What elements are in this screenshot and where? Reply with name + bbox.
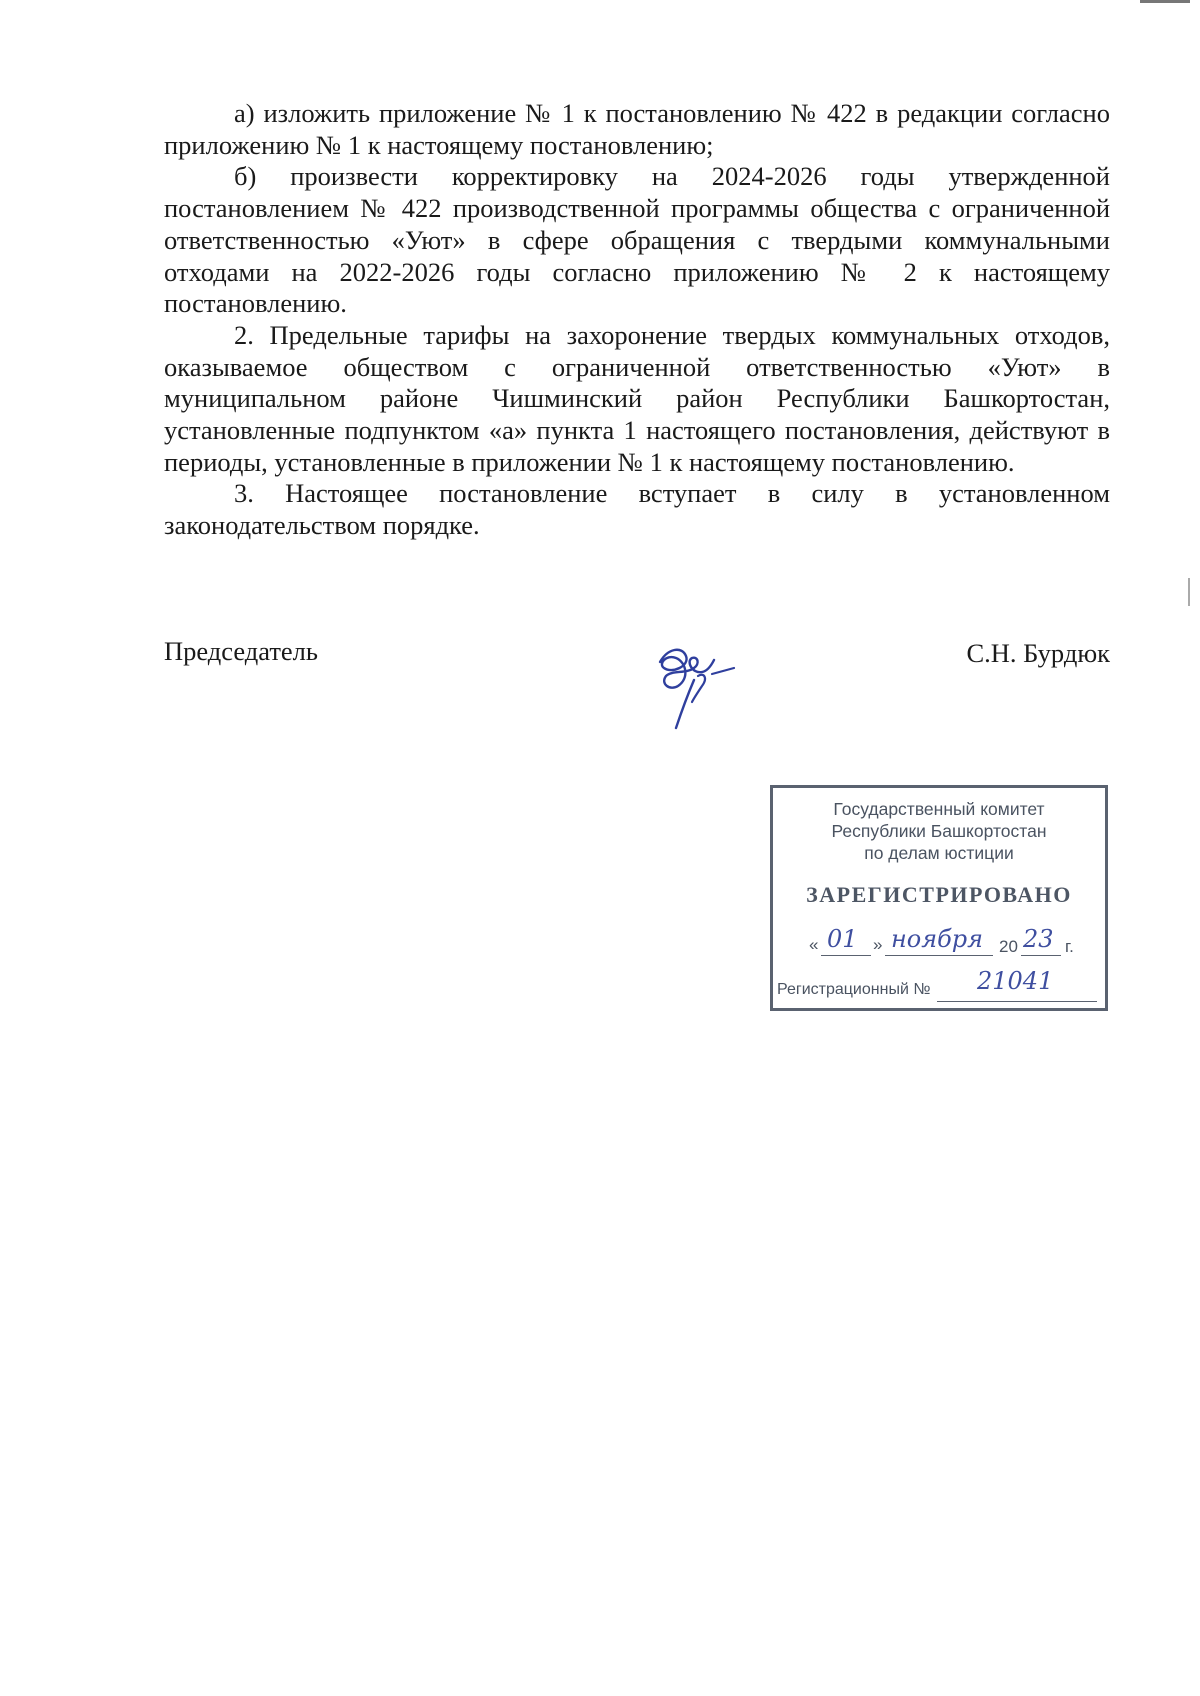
stamp-org-line: Республики Башкортостан (831, 821, 1047, 841)
paragraph-2: 2. Предельные тарифы на захоронение твердых коммунальных отходов, оказываемое обществом с ограниченной ответственностью «Уют» в муниципальном районе Чишминский район Республики Башкортостан, установленные подпунктом «а» пункта 1 настоящего постановления, действуют в периоды, установленные в приложении № 1 к настоящему постановлению. (164, 319, 1110, 477)
scan-artifact (1140, 0, 1190, 3)
signature-block (164, 636, 1110, 746)
stamp-org-line: Государственный комитет (833, 799, 1045, 819)
scan-artifact (1188, 578, 1190, 606)
stamp-month: ноября (891, 925, 984, 953)
stamp-reg-number: 21041 (977, 967, 1054, 995)
stamp-date (809, 925, 1099, 959)
stamp-registration-number (777, 967, 1103, 1003)
stamp-open-quote: « (809, 935, 819, 954)
stamp-year-line (1021, 955, 1061, 956)
stamp-year-suffix: 23 (1023, 925, 1054, 953)
stamp-reg-label: Регистрационный № (777, 981, 931, 998)
signer-title: Председатель (164, 636, 318, 666)
stamp-year-unit: г. (1065, 937, 1074, 956)
stamp-status: ЗАРЕГИСТРИРОВАНО (806, 882, 1072, 907)
paragraph-3: 3. Настоящее постановление вступает в силу в установленном законодательством порядке. (164, 478, 1110, 541)
stamp-month-line (885, 955, 993, 956)
paragraph-1a: а) изложить приложение № 1 к постановлению № 422 в редакции согласно приложению № 1 к настоящему постановлению; (164, 98, 1110, 160)
stamp-year-prefix: 20 (999, 937, 1018, 956)
paragraph-1b: б) произвести корректировку на 2024-2026 годы утвержденной постановлением № 422 производственной программы общества с ограниченной ответственностью «Уют» в сфере обращения с твердыми коммунальными отходами на 2022-2026 годы согласно приложению № 2 к настоящему постановлению. (164, 161, 1110, 319)
handwritten-signature (642, 628, 752, 738)
stamp-close-quote: » (873, 935, 883, 954)
stamp-day: 01 (827, 925, 858, 953)
stamp-organization (773, 798, 1105, 864)
signer-name: С.Н. Бурдюк (966, 638, 1110, 668)
stamp-org-line: по делам юстиции (864, 843, 1014, 863)
stamp-day-line (821, 955, 871, 956)
stamp-reg-line (937, 1001, 1097, 1002)
resolution-text (164, 98, 1110, 542)
registration-stamp (770, 785, 1108, 1011)
